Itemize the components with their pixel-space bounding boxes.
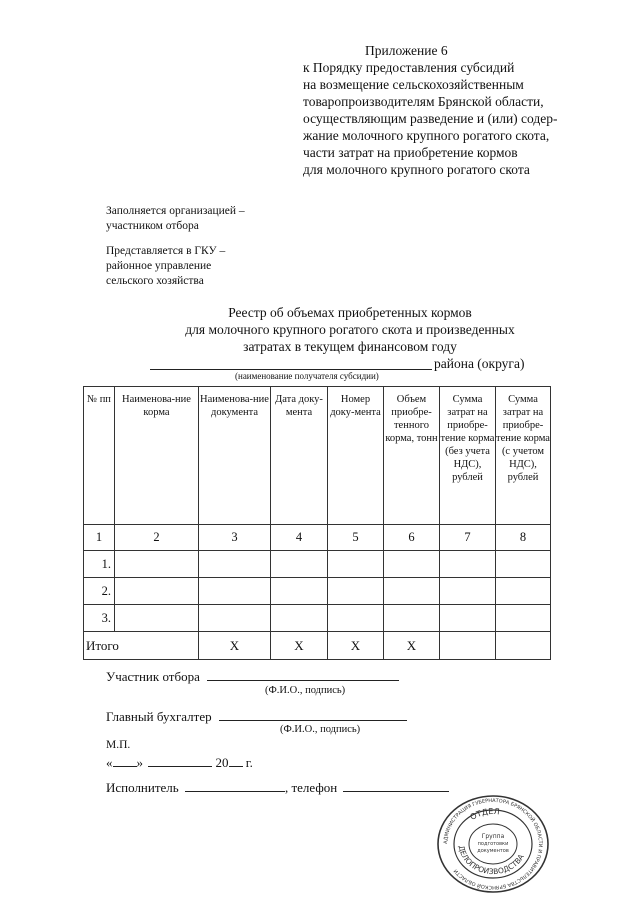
table-row xyxy=(84,605,551,632)
note-line: сельского хозяйства xyxy=(106,275,204,287)
submitted-to-note xyxy=(106,244,306,289)
table-cell[interactable] xyxy=(115,551,199,578)
column-number: 7 xyxy=(440,525,496,551)
table-row xyxy=(84,578,551,605)
date-year-prefix: 20 xyxy=(215,755,229,770)
row-number: 1. xyxy=(84,551,115,578)
column-number: 6 xyxy=(384,525,440,551)
appendix-block xyxy=(303,42,573,178)
appendix-line: товаропроизводителям Брянской области, xyxy=(303,94,544,109)
column-header: Объем приобре-тенного корма, тонн xyxy=(384,387,440,525)
svg-text:АДМИНИСТРАЦИЯ ГУБЕРНАТОРА БРЯН: АДМИНИСТРАЦИЯ ГУБЕРНАТОРА БРЯНСКОЙ ОБЛАСТИ И ПРАВИТЕЛЬСТВА БРЯНСКОЙ ОБЛАСТИ xyxy=(442,797,544,891)
heading-line: затратах в текущем финансовом году xyxy=(243,339,457,354)
column-header: Дата доку-мента xyxy=(271,387,328,525)
date-open-quote: « xyxy=(106,755,113,770)
svg-text:подготовки: подготовки xyxy=(477,841,509,847)
recipient-caption: (наименование получателя субсидии) xyxy=(235,371,379,381)
table-cell[interactable] xyxy=(496,551,551,578)
appendix-line: на возмещение сельскохозяйственным xyxy=(303,77,524,92)
column-number-row xyxy=(84,525,551,551)
heading-line: Реестр об объемах приобретенных кормов xyxy=(228,305,472,320)
svg-text:документов: документов xyxy=(477,848,509,854)
column-number: 1 xyxy=(84,525,115,551)
executor-label: Исполнитель xyxy=(106,780,179,795)
table-cell[interactable] xyxy=(271,578,328,605)
column-header: Номер доку-мента xyxy=(328,387,384,525)
recipient-suffix: района (округа) xyxy=(434,356,525,371)
stamp-seal-icon xyxy=(435,794,551,894)
table-cell[interactable] xyxy=(384,605,440,632)
svg-text:Группа: Группа xyxy=(481,833,505,840)
total-row xyxy=(84,632,551,660)
total-cell[interactable] xyxy=(496,632,551,660)
table-cell[interactable] xyxy=(440,605,496,632)
accountant-label: Главный бухгалтер xyxy=(106,709,212,724)
table-cell[interactable] xyxy=(199,578,271,605)
table-cell[interactable] xyxy=(271,551,328,578)
note-line: участником отбора xyxy=(106,220,199,232)
column-header: Наименова-ние документа xyxy=(199,387,271,525)
column-number: 4 xyxy=(271,525,328,551)
table-cell[interactable] xyxy=(115,605,199,632)
table-header-row xyxy=(84,387,551,525)
total-cell: X xyxy=(328,632,384,660)
table-cell[interactable] xyxy=(199,605,271,632)
phone-label: , телефон xyxy=(284,780,338,795)
participant-blank[interactable] xyxy=(207,668,399,681)
executor-blank[interactable] xyxy=(185,779,285,792)
column-header: Наименова-ние корма xyxy=(115,387,199,525)
table-cell[interactable] xyxy=(384,551,440,578)
seal-place: М.П. xyxy=(106,739,131,751)
accountant-caption: (Ф.И.О., подпись) xyxy=(280,724,361,735)
accountant-blank[interactable] xyxy=(219,708,407,721)
filled-by-note xyxy=(106,204,306,234)
date-year-blank[interactable] xyxy=(229,754,243,767)
date-year-suffix: г. xyxy=(242,755,253,770)
total-cell: X xyxy=(199,632,271,660)
note-line: Заполняется организацией – xyxy=(106,205,245,217)
row-number: 3. xyxy=(84,605,115,632)
note-line: районное управление xyxy=(106,260,212,272)
recipient-line xyxy=(150,356,550,372)
column-number: 8 xyxy=(496,525,551,551)
column-header: Сумма затрат на приобре-тение корма (без учета НДС), рублей xyxy=(440,387,496,525)
appendix-line: к Порядку предоставления субсидий xyxy=(303,60,515,75)
recipient-blank[interactable] xyxy=(150,369,432,370)
department-stamp xyxy=(435,794,551,894)
appendix-line: части затрат на приобретение кормов xyxy=(303,145,518,160)
executor-line xyxy=(106,779,449,796)
note-line: Представляется в ГКУ – xyxy=(106,245,226,257)
participant-signature xyxy=(106,668,399,685)
heading-line: для молочного крупного рогатого скота и произведенных xyxy=(185,322,515,337)
row-number: 2. xyxy=(84,578,115,605)
table-cell[interactable] xyxy=(328,551,384,578)
table-row xyxy=(84,551,551,578)
table-cell[interactable] xyxy=(384,578,440,605)
table-cell[interactable] xyxy=(440,551,496,578)
total-cell[interactable] xyxy=(440,632,496,660)
date-line xyxy=(106,754,253,771)
total-label: Итого xyxy=(84,632,199,660)
phone-blank[interactable] xyxy=(343,779,449,792)
table-cell[interactable] xyxy=(115,578,199,605)
column-number: 5 xyxy=(328,525,384,551)
column-number: 3 xyxy=(199,525,271,551)
column-number: 2 xyxy=(115,525,199,551)
table-cell[interactable] xyxy=(199,551,271,578)
appendix-line: жание молочного крупного рогатого скота, xyxy=(303,128,550,143)
table-cell[interactable] xyxy=(496,578,551,605)
register-table xyxy=(83,386,551,660)
participant-caption: (Ф.И.О., подпись) xyxy=(265,685,346,696)
register-heading xyxy=(150,304,550,355)
table-cell[interactable] xyxy=(328,605,384,632)
appendix-line: для молочного крупного рогатого скота xyxy=(303,162,530,177)
table-cell[interactable] xyxy=(328,578,384,605)
table-cell[interactable] xyxy=(271,605,328,632)
table-cell[interactable] xyxy=(440,578,496,605)
column-header: Сумма затрат на приобре-тение корма (с учетом НДС), рублей xyxy=(496,387,551,525)
date-day-blank[interactable] xyxy=(113,754,137,767)
svg-text:ДЕЛОПРОИЗВОДСТВА: ДЕЛОПРОИЗВОДСТВА xyxy=(456,844,526,877)
svg-text:ОТДЕЛ: ОТДЕЛ xyxy=(468,806,500,822)
total-cell: X xyxy=(271,632,328,660)
date-close-quote: » xyxy=(136,755,143,770)
accountant-signature xyxy=(106,708,407,725)
table-cell[interactable] xyxy=(496,605,551,632)
appendix-line: осуществляющим разведение и (или) содер- xyxy=(303,111,558,126)
participant-label: Участник отбора xyxy=(106,669,200,684)
date-month-blank[interactable] xyxy=(148,754,212,767)
appendix-title: Приложение 6 xyxy=(365,43,448,58)
column-header: № пп xyxy=(84,387,115,525)
total-cell: X xyxy=(384,632,440,660)
